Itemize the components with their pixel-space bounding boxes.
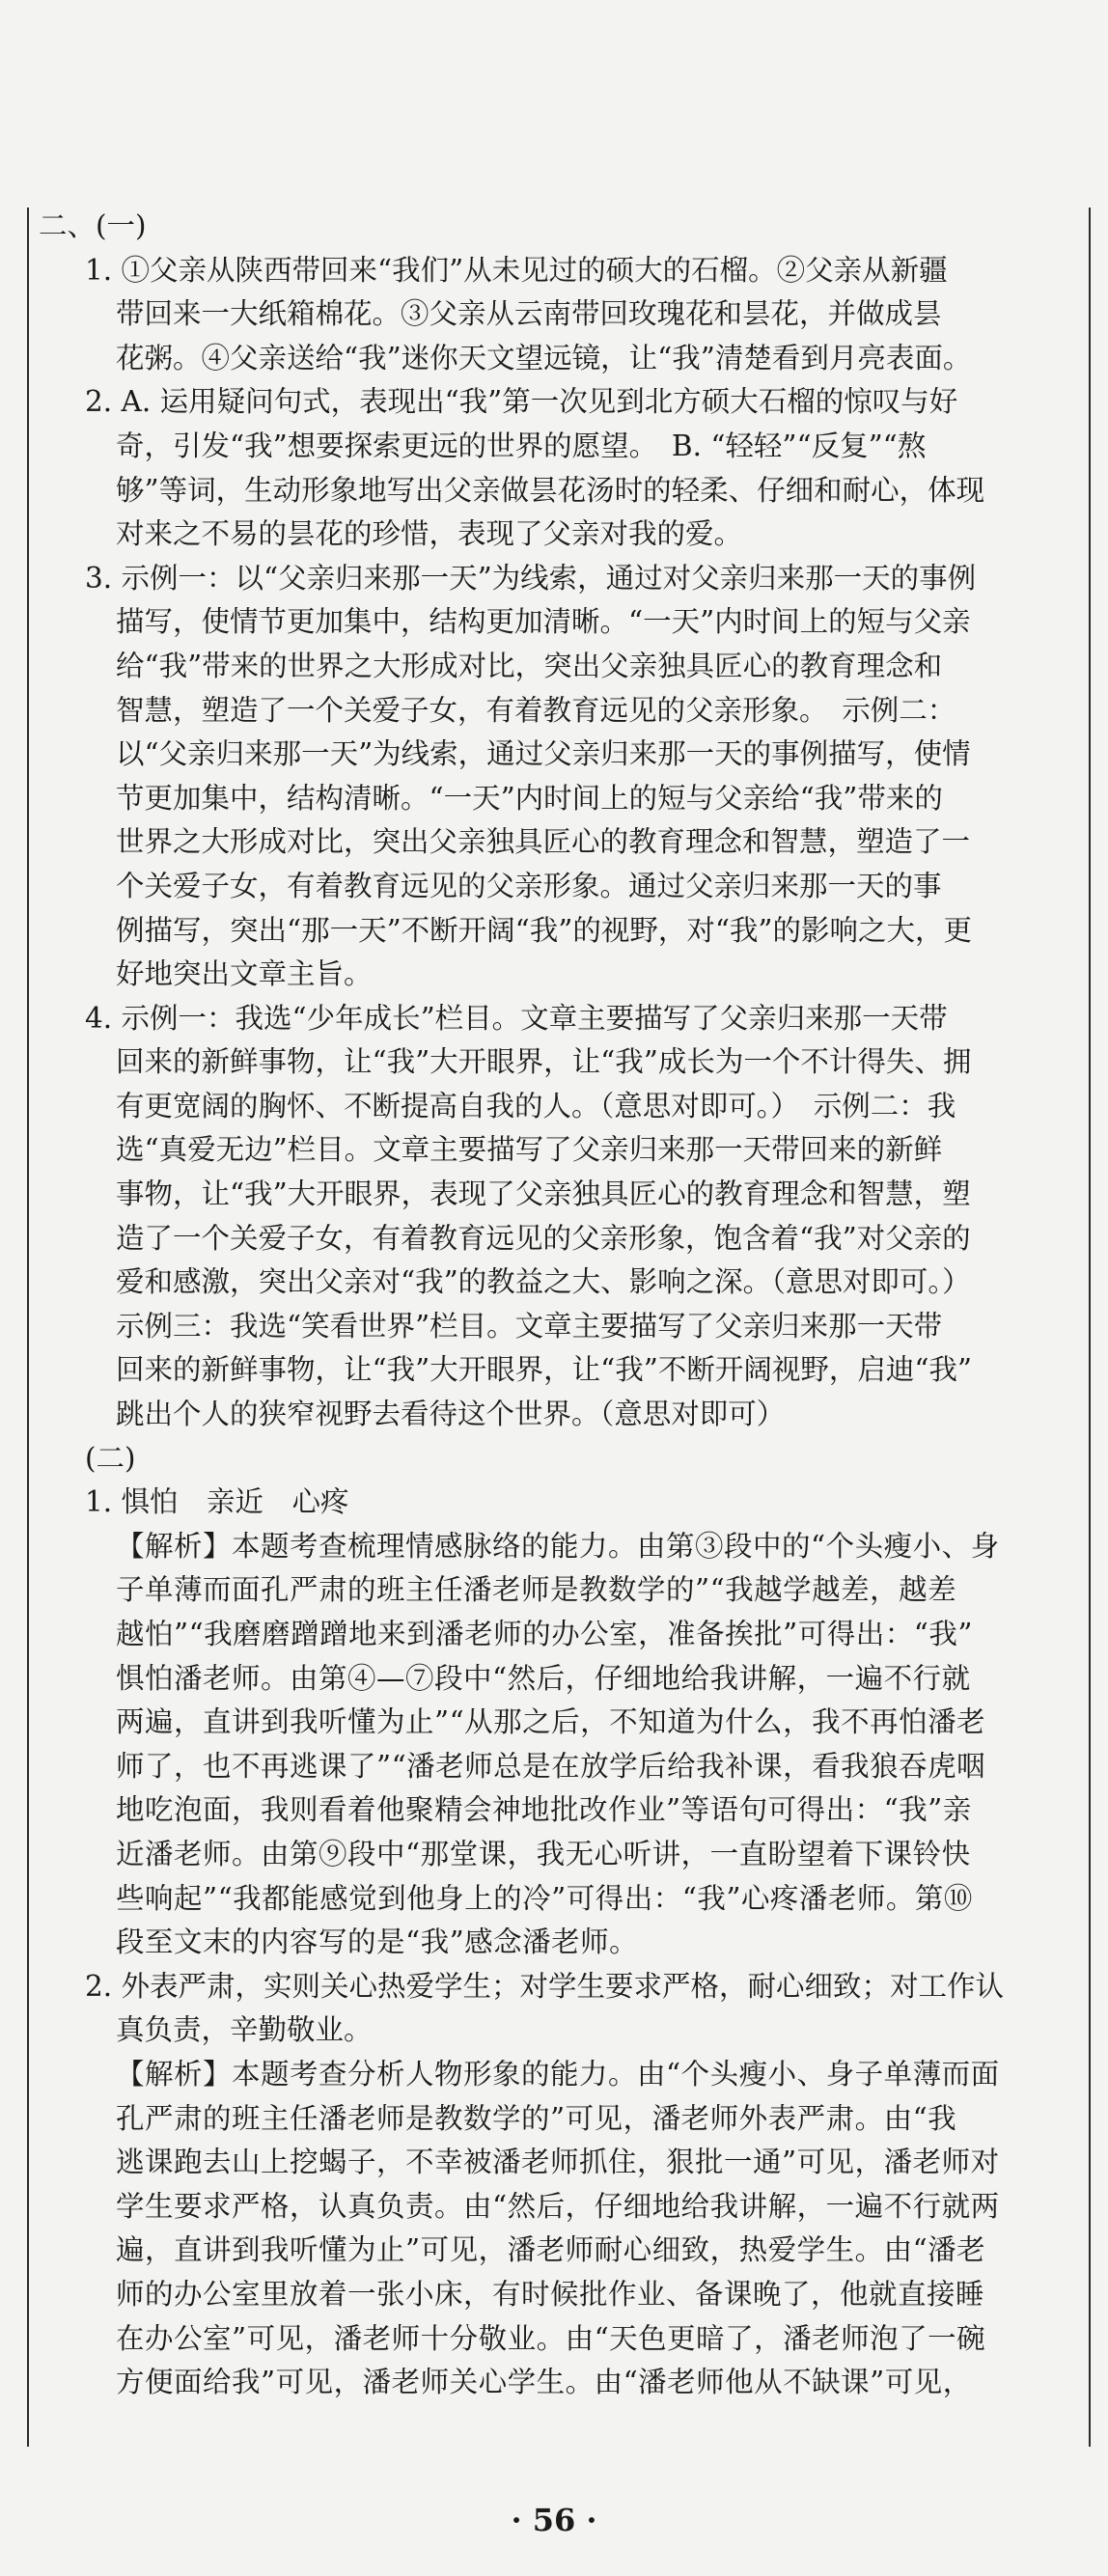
text-line: 回来的新鲜事物，让“我”大开眼界，让“我”不断开阔视野，启迪“我” [116,1353,972,1387]
left-border-rule [27,208,29,2447]
text-line: 两遍，直讲到我听懂为止”“从那之后，不知道为什么，我不再怕潘老 [116,1705,986,1739]
text-line: 造了一个关爱子女，有着教育远见的父亲形象，饱含着“我”对父亲的 [116,1221,971,1255]
text-line: 方便面给我”可见，潘老师关心学生。由“潘老师他从不缺课”可见， [116,2366,972,2399]
text-line: 些响起”“我都能感觉到他身上的冷”可得出：“我”心疼潘老师。第⑩ [116,1881,973,1915]
text-line: 事物，让“我”大开眼界，表现了父亲独具匠心的教育理念和智慧，塑 [116,1177,971,1211]
text-line: 有更宽阔的胸怀、不断提高自我的人。（意思对即可。） 示例二：我 [116,1089,956,1122]
answer-text-block [39,205,1081,2405]
text-line: 【解析】本题考查分析人物形象的能力。由“个头瘦小、身子单薄而面 [116,2057,1000,2091]
text-line: 1. ①父亲从陕西带回来“我们”从未见过的硕大的石榴。②父亲从新疆 [85,253,948,287]
text-line: 给“我”带来的世界之大形成对比，突出父亲独具匠心的教育理念和 [116,649,943,682]
text-line: 智慧，塑造了一个关爱子女，有着教育远见的父亲形象。 示例二： [116,693,956,727]
text-line: 爱和感激，突出父亲对“我”的教益之大、影响之深。（意思对即可。） [116,1265,971,1299]
text-line: 师了，也不再逃课了”“潘老师总是在放学后给我补课，看我狼吞虎咽 [116,1749,986,1783]
text-line: 惧怕潘老师。由第④—⑦段中“然后，仔细地给我讲解，一遍不行就 [116,1661,971,1695]
text-line: 奇，引发“我”想要探索更远的世界的愿望。 B. “轻轻”“反复”“熬 [116,429,927,462]
text-line: 师的办公室里放着一张小床，有时候批作业、备课晚了，他就直接睡 [116,2277,985,2311]
text-line: (二) [85,1441,136,1475]
text-line: 2. A. 运用疑问句式，表现出“我”第一次见到北方硕大石榴的惊叹与好 [85,385,958,419]
text-line: 【解析】本题考查梳理情感脉络的能力。由第③段中的“个头瘦小、身 [116,1529,1000,1563]
text-line: 例描写，突出“那一天”不断开阔“我”的视野，对“我”的影响之大，更 [116,913,972,947]
text-line: 子单薄而面孔严肃的班主任潘老师是教数学的”“我越学越差，越差 [116,1573,957,1607]
text-line: 真负责，辛勤敬业。 [116,2013,373,2047]
text-line: 段至文末的内容写的是“我”感念潘老师。 [116,1925,639,1959]
text-line: 1. 惧怕 亲近 心疼 [85,1485,349,1519]
text-line: 世界之大形成对比，突出父亲独具匠心的教育理念和智慧，塑造了一 [116,825,971,859]
text-line: 4. 示例一：我选“少年成长”栏目。文章主要描写了父亲归来那一天带 [85,1001,948,1035]
page-number: · 56 · [511,2502,597,2538]
text-line: 3. 示例一：以“父亲归来那一天”为线索，通过对父亲归来那一天的事例 [85,561,977,595]
text-line: 节更加集中，结构清晰。“一天”内时间上的短与父亲给“我”带来的 [116,781,943,815]
text-line: 选“真爱无边”栏目。文章主要描写了父亲归来那一天带回来的新鲜 [116,1133,943,1167]
text-line: 以“父亲归来那一天”为线索，通过父亲归来那一天的事例描写，使情 [116,737,971,771]
text-line: 回来的新鲜事物，让“我”大开眼界，让“我”成长为一个不计得失、拥 [116,1045,972,1079]
text-line: 孔严肃的班主任潘老师是教数学的”可见，潘老师外表严肃。由“我 [116,2101,957,2135]
text-line: 越怕”“我磨磨蹭蹭地来到潘老师的办公室，准备挨批”可得出：“我” [116,1618,973,1650]
text-line: 描写，使情节更加集中，结构更加清晰。“一天”内时间上的短与父亲 [116,605,971,639]
text-line: 近潘老师。由第⑨段中“那堂课，我无心听讲，一直盼望着下课铃快 [116,1837,971,1870]
text-line: 好地突出文章主旨。 [116,957,373,991]
text-line: 2. 外表严肃，实则关心热爱学生；对学生要求严格，耐心细致；对工作认 [85,1969,1005,2003]
text-line: 遍，直讲到我听懂为止”可见，潘老师耐心细致，热爱学生。由“潘老 [116,2233,986,2267]
right-border-rule [1089,208,1091,2447]
text-line: 跳出个人的狭窄视野去看待这个世界。（意思对即可） [116,1398,786,1431]
text-line: 示例三：我选“笑看世界”栏目。文章主要描写了父亲归来那一天带 [116,1309,943,1343]
text-line: 学生要求严格，认真负责。由“然后，仔细地给我讲解，一遍不行就两 [116,2189,1000,2223]
text-line: 二、(一) [39,209,147,242]
text-line: 带回来一大纸箱棉花。③父亲从云南带回玫瑰花和昙花，并做成昙 [116,297,942,331]
text-line: 个关爱子女，有着教育远见的父亲形象。通过父亲归来那一天的事 [116,869,942,902]
text-line: 对来之不易的昙花的珍惜，表现了父亲对我的爱。 [116,517,743,551]
text-line: 在办公室”可见，潘老师十分敬业。由“天色更暗了，潘老师泡了一碗 [116,2321,986,2355]
text-line: 够”等词，生动形象地写出父亲做昙花汤时的轻柔、仔细和耐心，体现 [116,473,985,507]
text-line: 花粥。④父亲送给“我”迷你天文望远镜，让“我”清楚看到月亮表面。 [116,341,972,374]
text-line: 地吃泡面，我则看着他聚精会神地批改作业”等语句可得出：“我”亲 [116,1793,972,1827]
text-line: 逃课跑去山上挖蝎子，不幸被潘老师抓住，狠批一通”可见，潘老师对 [116,2146,1000,2179]
